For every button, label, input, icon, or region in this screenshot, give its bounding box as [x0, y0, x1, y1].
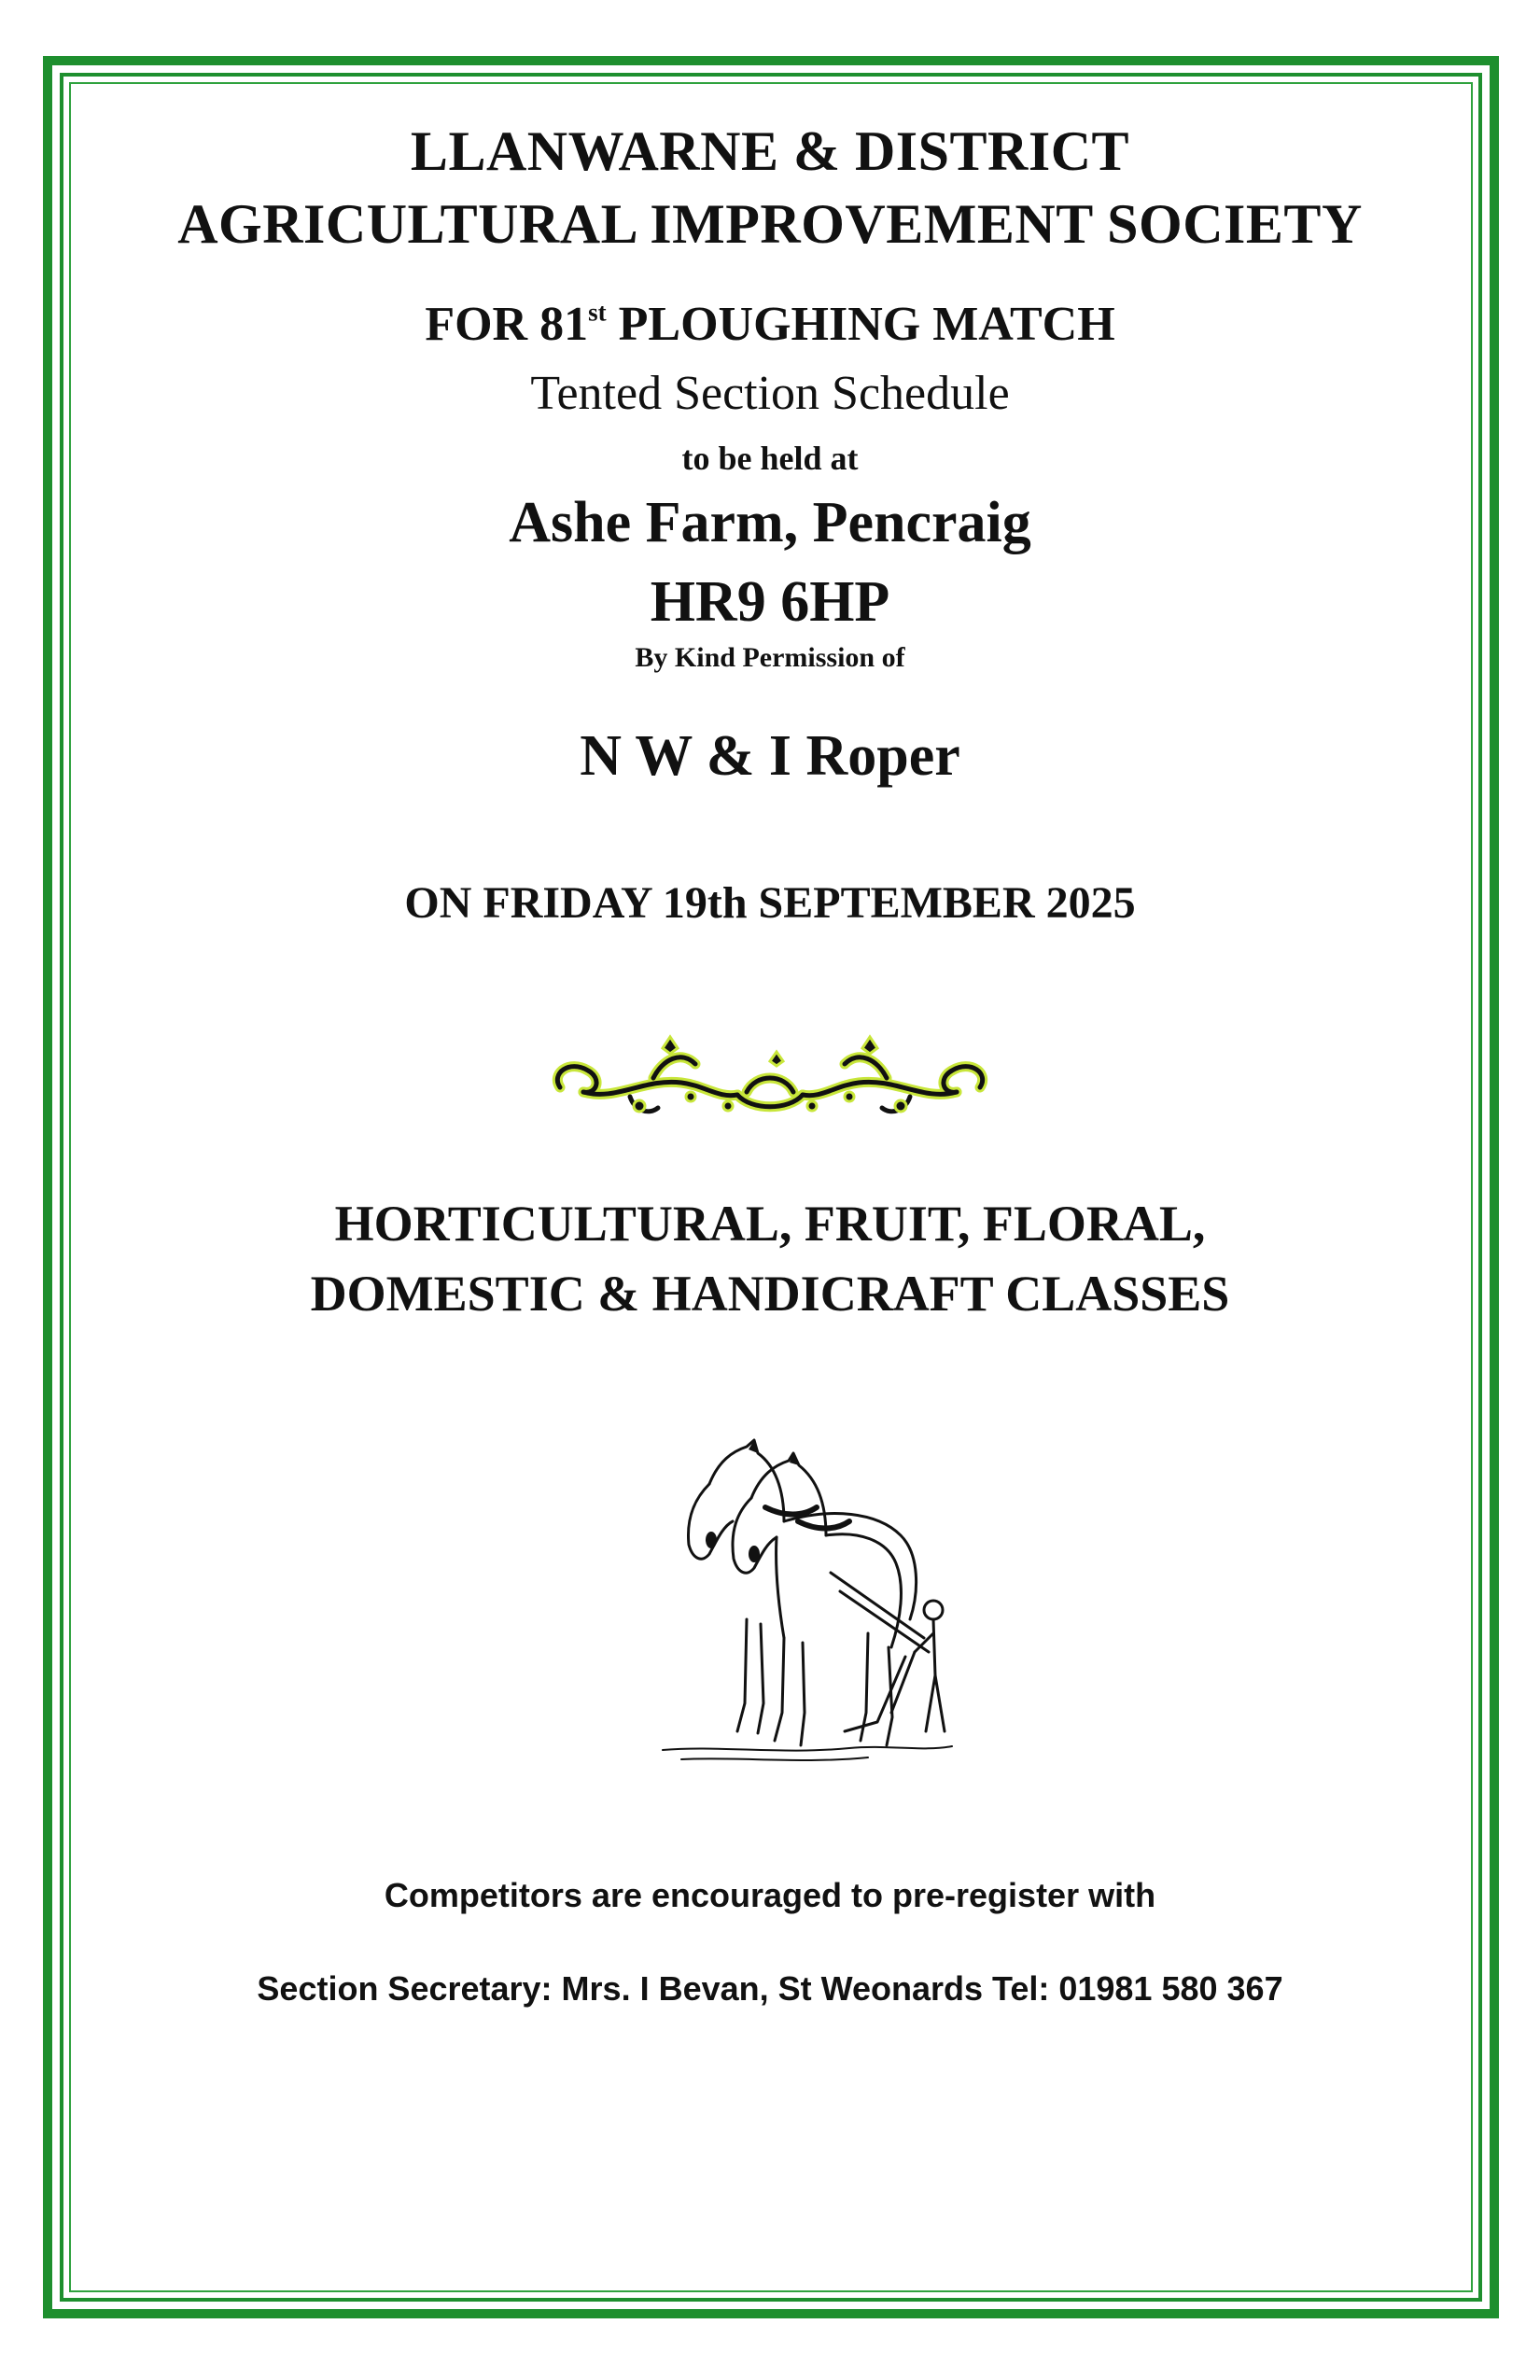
match-prefix: FOR 81 [425, 298, 589, 351]
society-name-line1: LLANWARNE & DISTRICT [410, 120, 1130, 182]
society-name-line2: AGRICULTURAL IMPROVEMENT SOCIETY [177, 193, 1363, 255]
event-date: ON FRIDAY 19th SEPTEMBER 2025 [404, 878, 1136, 928]
held-at-label: to be held at [681, 440, 859, 477]
ploughing-horses-illustration [644, 1433, 961, 1778]
register-note: Competitors are encouraged to pre-register with [384, 1876, 1156, 1914]
venue-name: Ashe Farm, Pencraig [509, 491, 1031, 554]
floral-scroll-ornament-icon [541, 1022, 999, 1134]
classes-line2: DOMESTIC & HANDICRAFT CLASSES [310, 1266, 1230, 1322]
schedule-title: Tented Section Schedule [530, 367, 1010, 420]
host-name: N W & I Roper [580, 724, 960, 788]
classes-line1: HORTICULTURAL, FRUIT, FLORAL, [334, 1196, 1206, 1252]
venue-postcode: HR9 6HP [650, 570, 890, 634]
match-ordinal: st [588, 298, 607, 327]
match-title [75, 297, 1465, 352]
secretary-contact: Section Secretary: Mrs. I Bevan, St Weonards Tel: 01981 580 367 [257, 1969, 1283, 2008]
match-suffix: PLOUGHING MATCH [606, 298, 1115, 351]
permission-label: By Kind Permission of [635, 642, 905, 673]
